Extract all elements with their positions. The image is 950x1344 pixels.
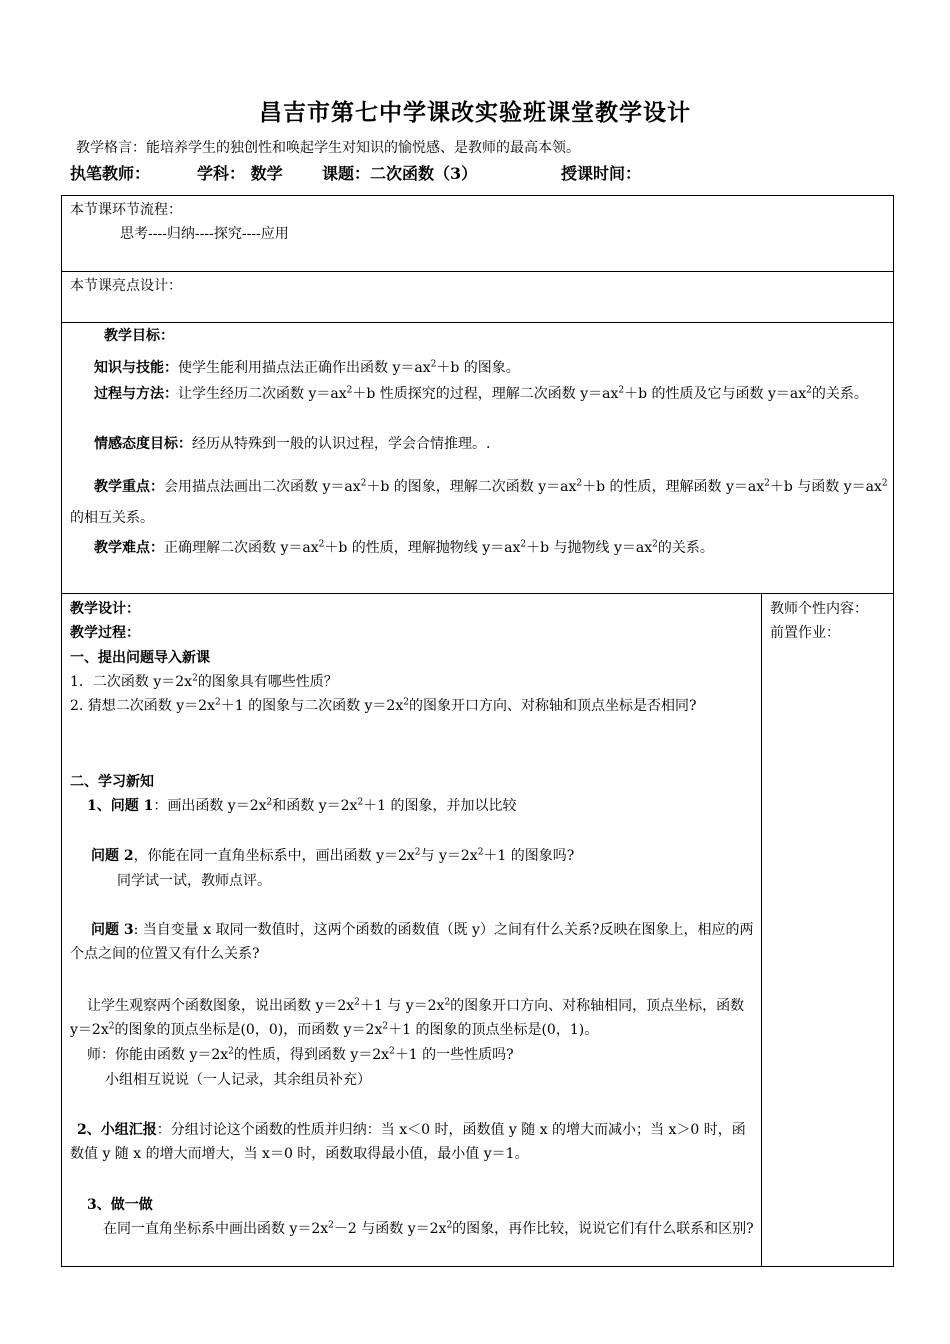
goal-emotion: 情感态度目标：经历从特殊到一般的认识过程，学会合情推理。.	[94, 436, 491, 452]
section-1-title: 一、提出问题导入新课	[70, 650, 210, 666]
problem-2-note: 同学试一试，教师点评。	[117, 873, 271, 889]
flow-content: 思考----归纳----探究----应用	[120, 226, 289, 242]
section-2-title: 二、学习新知	[70, 774, 154, 790]
personal-content-label: 教师个性内容：	[770, 601, 868, 617]
goal-key-point: 教学重点：会用描点法画出二次函数 $y=ax^2+b$ 的图象，理解二次函数 $y=ax^2+b$ 的性质，理解函数 $y=ax^2+b$ 与函数 $y=ax^2$的相互关系。	[70, 478, 888, 526]
observation-text: 让学生观察两个函数图象，说出函数 $y=2x^2+1$ 与 $y=2x^2$的图象开口方向、对称轴相同，顶点坐标，函数 $y=2x^2$的图象的顶点坐标是(0，0)，而函数 $y=2x^2+1$ 的图象的顶点坐标是(0，1)。	[70, 997, 745, 1038]
section-1-question-2: 2. 猜想二次函数 $y=2x^2+1$ 的图象与二次函数 $y=2x^2$的图象开口方向、对称轴和顶点坐标是否相同?	[70, 697, 697, 714]
highlight-label: 本节课亮点设计：	[70, 278, 182, 294]
page-title: 昌吉市第七中学课改实验班课堂教学设计	[259, 99, 691, 126]
goals-heading: 教学目标：	[104, 328, 174, 344]
group-report: 2、小组汇报：分组讨论这个函数的性质并归纳：当 x＜0 时，函数值 y 随 x 的增大而减小；当 x＞0 时，函数值 y 随 x 的增大而增大，当 x＝0 时，函数取得最小值，最小值 y＝1。	[70, 1122, 746, 1162]
flow-label: 本节课环节流程：	[70, 202, 182, 218]
section-1-question-1: 1．二次函数 $y=2x^2$的图象具有哪些性质？	[70, 673, 338, 690]
goal-difficulty: 教学难点：正确理解二次函数 $y=ax^2+b$ 的性质，理解抛物线 $y=ax^2+b$ 与抛物线 $y=ax^2$的关系。	[94, 539, 714, 556]
design-heading: 教学设计：	[70, 601, 140, 617]
goal-process: 过程与方法：让学生经历二次函数 $y=ax^2+b$ 性质探究的过程，理解二次函数 $y=ax^2+b$ 的性质及它与函数 $y=ax^2$的关系。	[94, 385, 868, 402]
teacher-label: 执笔教师：	[70, 164, 151, 183]
do-it-text: 在同一直角坐标系中画出函数 $y=2x^2-2$ 与函数 $y=2x^2$的图象，再作比较，说说它们有什么联系和区别?	[103, 1220, 754, 1237]
highlight-section	[61, 271, 894, 323]
problem-3: 问题 3: 当自变量 x 取同一数值时，这两个函数的函数值（既 y）之间有什么关系?反映在图象上，相应的两个点之间的位置又有什么关系?	[70, 922, 754, 962]
teaching-motto: 教学格言：能培养学生的独创性和唤起学生对知识的愉悦感、是教师的最高本领。	[76, 140, 580, 156]
problem-2: 问题 2，你能在同一直角坐标系中，画出函数 $y=2x^2$与 $y=2x^2+1$ 的图象吗?	[91, 847, 575, 864]
column-divider	[761, 593, 762, 1267]
goal-knowledge: 知识与技能：使学生能利用描点法正确作出函数 $y=ax^2+b$ 的图象。	[94, 359, 520, 376]
do-it-title: 3、做一做	[87, 1197, 153, 1213]
time-label: 授课时间：	[561, 164, 642, 183]
process-heading: 教学过程：	[70, 625, 140, 641]
group-discussion-note: 小组相互说说（一人记录，其余组员补充）	[105, 1072, 371, 1088]
teacher-question: 师：你能由函数 $y=2x^2$的性质，得到函数 $y=2x^2+1$ 的一些性质吗?	[87, 1046, 514, 1063]
subject-label: 学科： 数学	[197, 164, 283, 183]
topic-label: 课题：二次函数（3）	[322, 164, 478, 183]
problem-1: 1、问题 1：画出函数 $y=2x^2$和函数 $y=2x^2+1$ 的图象，并加以比较	[87, 797, 517, 814]
preview-homework-label: 前置作业：	[770, 625, 840, 641]
